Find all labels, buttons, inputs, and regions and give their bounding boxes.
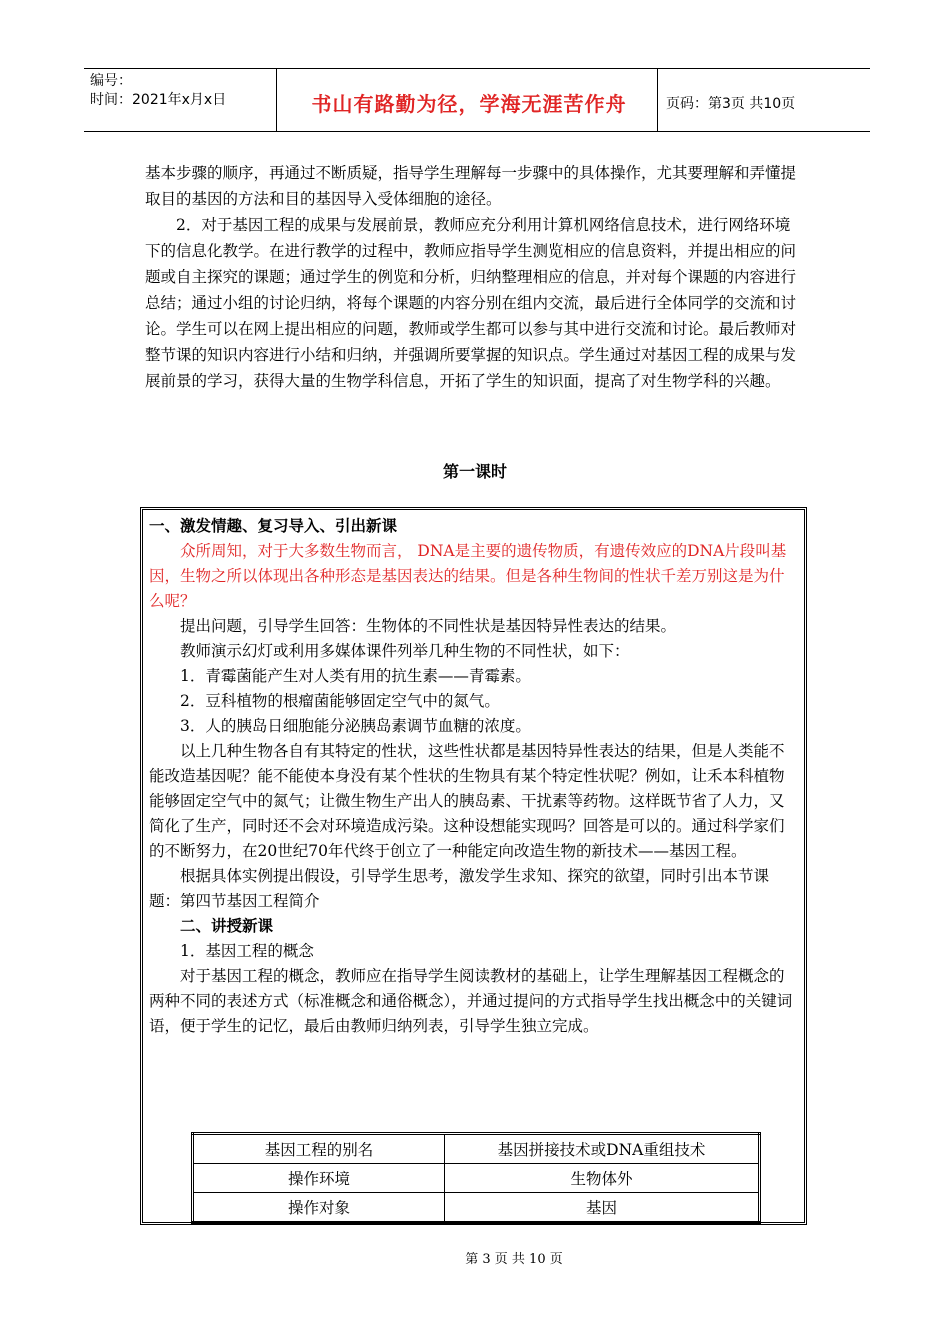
concept-paragraph: 对于基因工程的概念，教师应在指导学生阅读教材的基础上，让学生理解基因工程概念的两种不同的表述方式（标准概念和通俗概念），并通过提问的方式指导学生找出概念中的关键词语，便于学生的记忆，最后由教师归纳列表，引导学生独立完成。 [149, 967, 793, 1035]
table-row [193, 1134, 760, 1164]
header-divider-right [657, 68, 658, 131]
lesson-box [140, 507, 807, 1225]
subheading-concept: 1．基因工程的概念 [180, 942, 314, 960]
concept-table [191, 1132, 761, 1224]
table-cell: 生物体外 [445, 1164, 760, 1193]
question-paragraph: 提出问题，引导学生回答：生物体的不同性状是基因特异性表达的结果。 [180, 617, 677, 635]
section-title: 第一课时 [442, 462, 507, 481]
header-bottom-rule [84, 131, 870, 132]
analysis-paragraph: 以上几种生物各自有其特定的性状，这些性状都是基因特异性表达的结果，但是人类能不能改造基因呢？能不能使本身没有某个性状的生物具有某个特定性状呢？例如，让禾本科植物能够固定空气中的氮气；让微生物生产出人的胰岛素、干扰素等药物。这样既节省了人力，又简化了生产，同时还不会对环境造成污染。这种设想能实现吗？回答是可以的。通过科学家们的不断努力，在20世纪70年代终于创立了一种能定向改造生物的新技术——基因工程。 [149, 742, 785, 860]
heading-new-lesson: 二、讲授新课 [180, 917, 274, 935]
body-paragraph-1: 基本步骤的顺序，再通过不断质疑，指导学生理解每一步骤中的具体操作，尤其要理解和弄懂提取目的基因的方法和目的基因导入受体细胞的途径。 [145, 164, 797, 208]
header-motto: 书山有路勤为径，学海无涯苦作舟 [311, 92, 627, 116]
header-divider-left [276, 68, 277, 131]
table-cell: 基因 [445, 1193, 760, 1223]
table-row [193, 1193, 760, 1223]
body-paragraph-2: 2．对于基因工程的成果与发展前景，教师应充分利用计算机网络信息技术，进行网络环境下的信息化教学。在进行教学的过程中，教师应指导学生测览相应的信息资料，并提出相应的问题或自主探究的课题；通过学生的例览和分析，归纳整理相应的信息，并对每个课题的内容进行总结；通过小组的讨论归纳，将每个课题的内容分别在组内交流，最后进行全体同学的交流和讨论。学生可以在网上提出相应的问题，教师或学生都可以参与其中进行交流和讨论。最后教师对整节课的知识内容进行小结和归纳，并强调所要掌握的知识点。学生通过对基因工程的成果与发展前景的学习，获得大量的生物学科信息，开拓了学生的知识面，提高了对生物学科的兴趣。 [145, 216, 797, 390]
demo-paragraph: 教师演示幻灯或利用多媒体课件列举几种生物的不同性状，如下： [180, 642, 630, 660]
page-footer: 第 3 页 共 10 页 [465, 1252, 563, 1267]
table-cell: 操作环境 [193, 1164, 445, 1193]
list-item-2: 2．豆科植物的根瘤菌能够固定空气中的氮气。 [180, 692, 500, 710]
header-number: 编号： [90, 73, 132, 89]
header-page: 页码：第3页 共10页 [666, 96, 796, 112]
table-cell: 基因工程的别名 [193, 1134, 445, 1164]
lesson-box-content [149, 514, 799, 1039]
list-item-1: 1．青霉菌能产生对人类有用的抗生素——青霉素。 [180, 667, 531, 685]
red-intro: 众所周知，对于大多数生物而言， DNA是主要的遗传物质，有遗传效应的DNA片段叫基因，生物之所以体现出各种形态是基因表达的结果。但是各种生物间的性状千差万别这是为什么呢？ [149, 542, 787, 610]
heading-intro: 一、激发情趣、复习导入、引出新课 [149, 517, 398, 535]
header-time: 时间：2021年x月x日 [90, 92, 227, 108]
header-top-rule [84, 68, 870, 69]
list-item-3: 3．人的胰岛日细胞能分泌胰岛素调节血糖的浓度。 [180, 717, 531, 735]
header-meta [90, 72, 226, 110]
table-row [193, 1164, 760, 1193]
table-cell: 操作对象 [193, 1193, 445, 1223]
table-cell: 基因拼接技术或DNA重组技术 [445, 1134, 760, 1164]
hypothesis-paragraph: 根据具体实例提出假设，引导学生思考，激发学生求知、探究的欲望，同时引出本节课题：第四节基因工程简介 [149, 867, 770, 910]
